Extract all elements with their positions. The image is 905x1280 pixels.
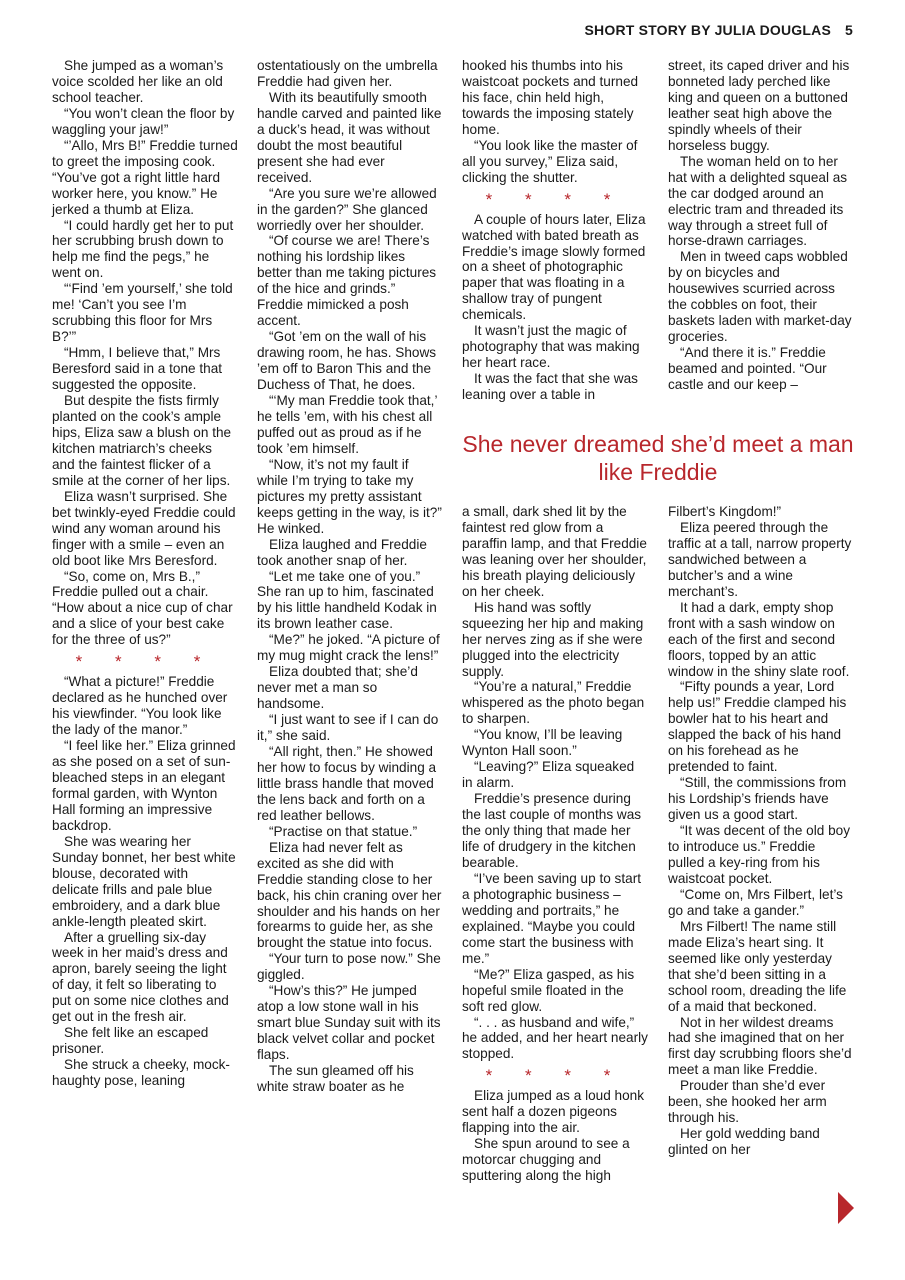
paragraph: With its beautifully smooth handle carved and painted like a duck’s head, it was without doubt the most beautiful present she had ever received. xyxy=(257,89,442,185)
paragraph: Men in tweed caps wobbled by on bicycles and housewives scurried across the cobbles on foot, their baskets laden with market-day groceries. xyxy=(668,249,852,345)
paragraph: “‘Find ’em yourself,’ she told me! ‘Can’t you see I’m scrubbing this floor for Mrs B?’” xyxy=(52,281,233,345)
scene-break-stars: * * * * xyxy=(485,189,625,209)
paragraph: “Come on, Mrs Filbert, let’s go and take a gander.” xyxy=(668,886,843,918)
paragraph: Filbert’s Kingdom!” xyxy=(668,504,782,519)
paragraph: “And there it is.” Freddie beamed and pointed. “Our castle and our keep – xyxy=(668,345,827,393)
paragraph: Eliza peered through the traffic at a tall, narrow property sandwiched between a butcher’s and a wine merchant’s. xyxy=(668,519,852,599)
paragraph: “Leaving?” Eliza squeaked in alarm. xyxy=(462,759,635,791)
paragraph: It wasn’t just the magic of photography that was making her heart race. xyxy=(462,323,640,371)
paragraph: “. . . as husband and wife,” he added, and her heart nearly stopped. xyxy=(462,1014,648,1062)
paragraph: “Fifty pounds a year, Lord help us!” Freddie clamped his bowler hat to his heart and slapped the back of his hand on his forehead as he pretended to faint. xyxy=(668,679,847,775)
paragraph: “‘My man Freddie took that,’ he tells ’em, with his chest all puffed out as proud as if he took ’em himself. xyxy=(257,393,437,456)
page-header xyxy=(585,22,854,38)
paragraph: “Got ’em on the wall of his drawing room, he has. Shows ’em off to Baron This and the Duchess of That, he does. xyxy=(257,329,437,393)
paragraph: “Let me take one of you.” She ran up to him, fascinated by his little handheld Kodak in its brown leather case. xyxy=(257,568,437,632)
paragraph: “It was decent of the old boy to introduce us.” Freddie pulled a key-ring from his waistcoat pocket. xyxy=(668,823,851,886)
paragraph: Eliza jumped as a loud honk sent half a dozen pigeons flapping into the air. xyxy=(462,1088,645,1136)
paragraph: a small, dark shed lit by the faintest red glow from a paraffin lamp, and that Freddie was leaning over her shoulder, his breath playing deliciously on her cheek. xyxy=(462,504,647,599)
paragraph: “Are you sure we’re allowed in the garden?” She glanced worriedly over her shoulder. xyxy=(257,185,437,233)
paragraph: “How’s this?” He jumped atop a low stone wall in his smart blue Sunday suit with its black velvet collar and pocket flaps. xyxy=(257,983,441,1063)
paragraph: “So, come on, Mrs B.,” Freddie pulled out a chair. “How about a nice cup of char and a slice of your best cake for the three of us?” xyxy=(52,568,233,648)
paragraph: “Still, the commissions from his Lordship’s friends have given us a good start. xyxy=(668,775,847,823)
paragraph: “I could hardly get her to put her scrubbing brush down to help me find the pegs,” he went on. xyxy=(52,217,234,281)
paragraph: “All right, then.” He showed her how to focus by winding a little brass handle that moved the lens back and forth on a red leather bellows. xyxy=(257,743,437,823)
column-4-upper xyxy=(668,58,854,393)
paragraph: street, its caped driver and his bonneted lady perched like king and queen on a buttoned leather seat high above the spindly wheels of their horseless buggy. xyxy=(668,58,850,153)
page-number: 5 xyxy=(845,22,853,38)
paragraph: Not in her wildest dreams had she imagined that on her first day scrubbing floors she’d meet a man like Freddie. xyxy=(668,1014,852,1078)
paragraph: “I’ve been saving up to start a photographic business – wedding and portraits,” he explained. “Maybe you could come start the business with me.” xyxy=(462,870,641,966)
paragraph: “Your turn to pose now.” She giggled. xyxy=(257,951,441,983)
paragraph: “What a picture!” Freddie declared as he hunched over his viewfinder. “You look like the lady of the manor.” xyxy=(52,674,228,738)
paragraph: She struck a cheeky, mock-haughty pose, leaning xyxy=(52,1057,230,1089)
paragraph: She spun around to see a motorcar chugging and sputtering along the high xyxy=(462,1136,630,1184)
paragraph: But despite the fists firmly planted on the cook’s ample hips, Eliza saw a blush on the kitchen matriarch’s cheeks and the faintest flicker of a smile at the corner of her lips. xyxy=(52,393,232,488)
paragraph: After a gruelling six-day week in her maid’s dress and apron, barely seeing the light of day, it felt so liberating to put on some nice clothes and get out in the fresh air. xyxy=(52,929,229,1025)
column-2 xyxy=(257,58,443,1095)
paragraph: Eliza laughed and Freddie took another snap of her. xyxy=(257,536,427,568)
scene-break-stars: * * * * xyxy=(75,652,215,672)
paragraph: “Me?” he joked. “A picture of my mug might crack the lens!” xyxy=(257,632,440,664)
column-3-upper xyxy=(462,58,648,403)
paragraph: Freddie’s presence during the last couple of months was the only thing that made her life of drudgery in the kitchen bearable. xyxy=(462,791,642,870)
paragraph: ostentatiously on the umbrella Freddie had given her. xyxy=(257,58,438,89)
paragraph: Prouder than she’d ever been, she hooked her arm through his. xyxy=(668,1078,827,1126)
paragraph: It had a dark, empty shop front with a sash window on each of the first and second floors, topped by an attic window in the shiny slate roof. xyxy=(668,599,850,679)
paragraph: She was wearing her Sunday bonnet, her best white blouse, decorated with delicate frills and pale blue embroidery, and a dark blue ankle-length pleated skirt. xyxy=(52,833,236,929)
pull-quote: She never dreamed she’d meet a man like Freddie xyxy=(462,431,854,485)
paragraph: Eliza doubted that; she’d never met a man so handsome. xyxy=(257,664,418,712)
paragraph: “You’re a natural,” Freddie whispered as the photo began to sharpen. xyxy=(462,679,645,727)
scene-break-stars: * * * * xyxy=(485,1066,625,1086)
paragraph: “You know, I’ll be leaving Wynton Hall soon.” xyxy=(462,727,623,759)
paragraph: “You look like the master of all you survey,” Eliza said, clicking the shutter. xyxy=(462,137,638,185)
paragraph: The woman held on to her hat with a delighted squeal as the car dodged around an electric tram and threaded its way through a street full of horse-drawn carriages. xyxy=(668,153,848,249)
column-3-lower xyxy=(462,504,648,1184)
paragraph: She jumped as a woman’s voice scolded her like an old school teacher. xyxy=(52,58,224,105)
paragraph: hooked his thumbs into his waistcoat pockets and turned his face, chin held high, towards the imposing stately home. xyxy=(462,58,639,137)
paragraph: “Practise on that statue.” xyxy=(269,823,418,839)
column-4-lower xyxy=(668,504,854,1158)
paragraph: Eliza wasn’t surprised. She bet twinkly-eyed Freddie could wind any woman around his finger with a smile – even an old boot like Mrs Beresford. xyxy=(52,488,236,568)
paragraph: “I just want to see if I can do it,” she said. xyxy=(257,712,439,744)
paragraph: “Now, it’s not my fault if while I’m trying to take my pictures my pretty assistant keeps getting in the way, is it?” He winked. xyxy=(257,456,442,536)
paragraph: Eliza had never felt as excited as she did with Freddie standing close to her back, his chin craning over her shoulder and his hands on her forearms to guide her, as she brought the statue into focus. xyxy=(257,839,442,951)
paragraph: “Of course we are! There’s nothing his lordship likes better than me taking pictures of the hice and grinds.” Freddie mimicked a posh accent. xyxy=(257,233,437,329)
paragraph: His hand was softly squeezing her hip and making her nerves zing as if she were plugged into the electricity supply. xyxy=(462,599,644,679)
paragraph: “Me?” Eliza gasped, as his hopeful smile floated in the soft red glow. xyxy=(462,966,635,1014)
paragraph: The sun gleamed off his white straw boater as he xyxy=(257,1063,414,1094)
continue-arrow-icon xyxy=(838,1192,854,1224)
paragraph: It was the fact that she was leaning over a table in xyxy=(462,371,638,403)
story-byline: SHORT STORY BY JULIA DOUGLAS xyxy=(584,22,831,38)
paragraph: “’Allo, Mrs B!” Freddie turned to greet the imposing cook. “You’ve got a right little hard worker here, you know.” He jerked a thumb at Eliza. xyxy=(52,137,238,217)
paragraph: A couple of hours later, Eliza watched with bated breath as Freddie’s image slowly formed on a sheet of photographic paper that was floating in a shallow tray of pungent chemicals. xyxy=(462,211,646,323)
paragraph: She felt like an escaped prisoner. xyxy=(52,1025,209,1057)
column-1 xyxy=(52,58,238,1089)
paragraph: “You won’t clean the floor by waggling your jaw!” xyxy=(52,105,235,137)
paragraph: Mrs Filbert! The name still made Eliza’s heart sing. It seemed like only yesterday that she’d been sitting in a school room, dreading the life of a maid that beckoned. xyxy=(668,918,847,1014)
paragraph: “Hmm, I believe that,” Mrs Beresford said in a tone that suggested the opposite. xyxy=(52,345,223,393)
paragraph: Her gold wedding band glinted on her xyxy=(668,1126,820,1158)
paragraph: “I feel like her.” Eliza grinned as she posed on a set of sun-bleached steps in an elegant formal garden, with Wynton Hall forming an impressive backdrop. xyxy=(52,738,236,833)
